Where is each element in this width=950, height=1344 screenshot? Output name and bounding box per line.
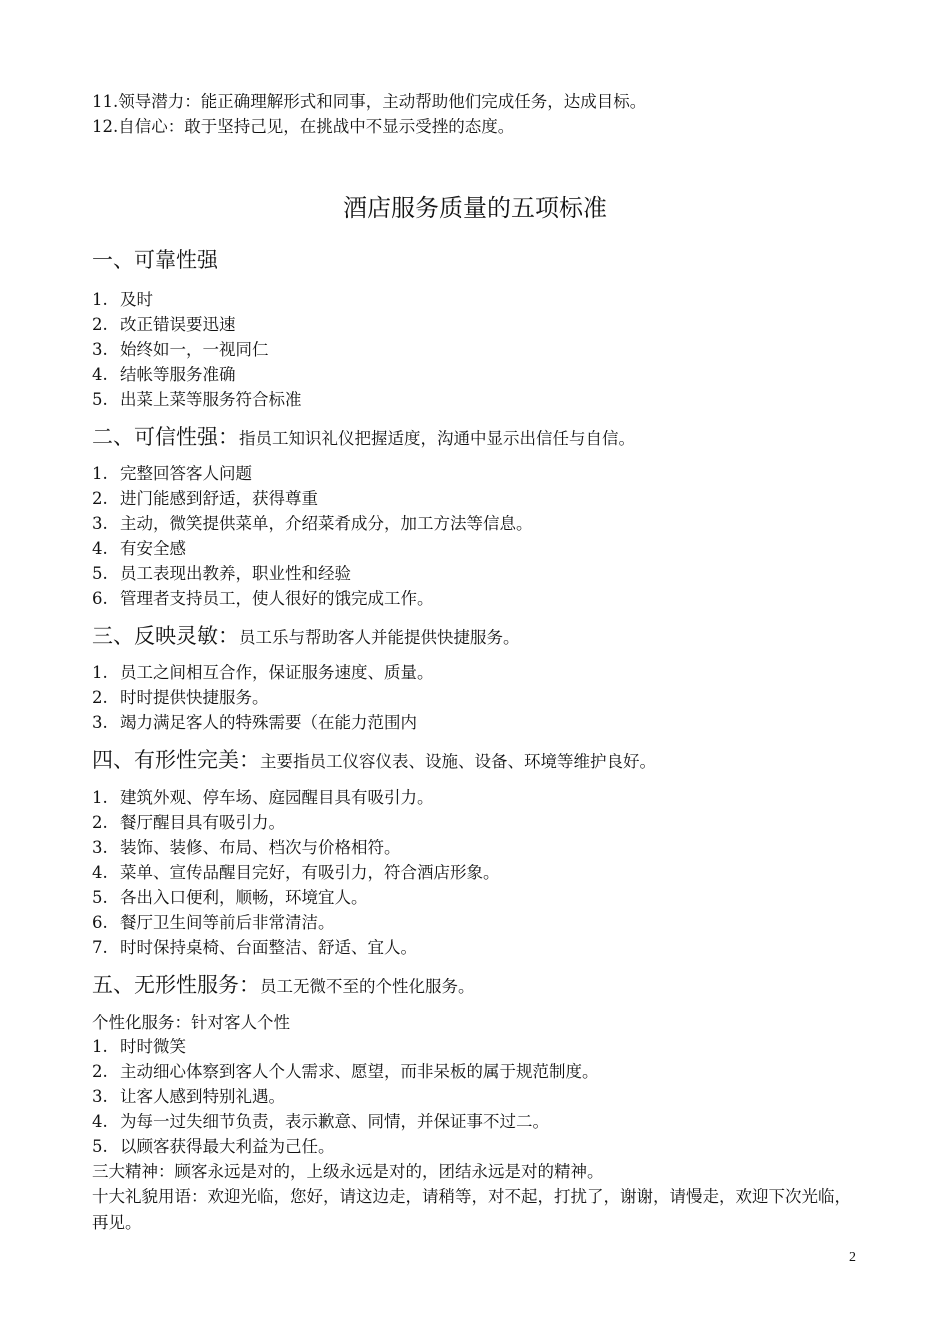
list-item: 3. 竭力满足客人的特殊需要（在能力范围内 bbox=[92, 713, 417, 732]
page-title: 酒店服务质量的五项标准 bbox=[343, 194, 607, 222]
list-item: 2. 主动细心体察到客人个人需求、愿望，而非呆板的属于规范制度。 bbox=[92, 1062, 599, 1081]
section-heading-3 bbox=[92, 621, 520, 653]
list-item: 2. 进门能感到舒适，获得尊重 bbox=[92, 489, 318, 508]
personalized-intro: 个性化服务：针对客人个性 bbox=[92, 1013, 290, 1032]
section-2-desc: 指员工知识礼仪把握适度，沟通中显示出信任与自信。 bbox=[239, 429, 635, 448]
list-item: 1. 时时微笑 bbox=[92, 1037, 186, 1056]
list-item: 1. 及时 bbox=[92, 290, 153, 309]
list-item: 5. 出菜上菜等服务符合标准 bbox=[92, 390, 302, 409]
section-2-title: 二、可信性强： bbox=[92, 425, 239, 449]
section-heading-5 bbox=[92, 970, 475, 1002]
courtesy-paragraph: 十大礼貌用语：欢迎光临，您好，请这边走，请稍等，对不起，打扰了，谢谢，请慢走，欢迎下次光临，再见。 bbox=[92, 1187, 851, 1232]
list-item: 6. 管理者支持员工，使人很好的饿完成工作。 bbox=[92, 589, 434, 608]
list-item: 5. 员工表现出教养，职业性和经验 bbox=[92, 564, 351, 583]
list-item: 7. 时时保持桌椅、台面整洁、舒适、宜人。 bbox=[92, 938, 417, 957]
list-item: 1. 建筑外观、停车场、庭园醒目具有吸引力。 bbox=[92, 788, 434, 807]
section-1-title: 一、可靠性强 bbox=[92, 248, 218, 272]
list-item: 4. 菜单、宣传品醒目完好，有吸引力，符合酒店形象。 bbox=[92, 863, 500, 882]
section-4-title: 四、有形性完美： bbox=[92, 748, 260, 772]
list-item: 5. 各出入口便利，顺畅，环境宜人。 bbox=[92, 888, 368, 907]
section-5-desc: 员工无微不至的个性化服务。 bbox=[260, 977, 475, 996]
list-item: 6. 餐厅卫生间等前后非常清洁。 bbox=[92, 913, 335, 932]
list-item: 4. 有安全感 bbox=[92, 539, 186, 558]
list-item: 2. 餐厅醒目具有吸引力。 bbox=[92, 813, 285, 832]
intro-line-11: 11.领导潜力：能正确理解形式和同事，主动帮助他们完成任务，达成目标。 bbox=[92, 92, 647, 111]
list-item: 2. 改正错误要迅速 bbox=[92, 315, 236, 334]
list-item: 1. 完整回答客人问题 bbox=[92, 464, 252, 483]
list-item: 3. 装饰、装修、布局、档次与价格相符。 bbox=[92, 838, 401, 857]
spirit-line: 三大精神：顾客永远是对的，上级永远是对的，团结永远是对的精神。 bbox=[92, 1162, 604, 1181]
list-item: 2. 时时提供快捷服务。 bbox=[92, 688, 269, 707]
section-3-desc: 员工乐与帮助客人并能提供快捷服务。 bbox=[239, 628, 520, 647]
list-item: 1. 员工之间相互合作，保证服务速度、质量。 bbox=[92, 663, 434, 682]
page-number: 2 bbox=[849, 1250, 856, 1265]
list-item: 4. 为每一过失细节负责，表示歉意、同情，并保证事不过二。 bbox=[92, 1112, 549, 1131]
section-3-title: 三、反映灵敏： bbox=[92, 624, 239, 648]
list-item: 3. 主动，微笑提供菜单，介绍菜肴成分，加工方法等信息。 bbox=[92, 514, 533, 533]
intro-line-12: 12.自信心：敢于坚持己见，在挑战中不显示受挫的态度。 bbox=[92, 117, 515, 136]
list-item: 5. 以顾客获得最大利益为己任。 bbox=[92, 1137, 335, 1156]
section-heading-1 bbox=[92, 245, 218, 277]
section-heading-2 bbox=[92, 422, 635, 454]
section-5-title: 五、无形性服务： bbox=[92, 973, 260, 997]
section-heading-4 bbox=[92, 745, 656, 777]
list-item: 4. 结帐等服务准确 bbox=[92, 365, 236, 384]
list-item: 3. 始终如一，一视同仁 bbox=[92, 340, 269, 359]
section-4-desc: 主要指员工仪容仪表、设施、设备、环境等维护良好。 bbox=[260, 752, 656, 771]
list-item: 3. 让客人感到特别礼遇。 bbox=[92, 1087, 285, 1106]
